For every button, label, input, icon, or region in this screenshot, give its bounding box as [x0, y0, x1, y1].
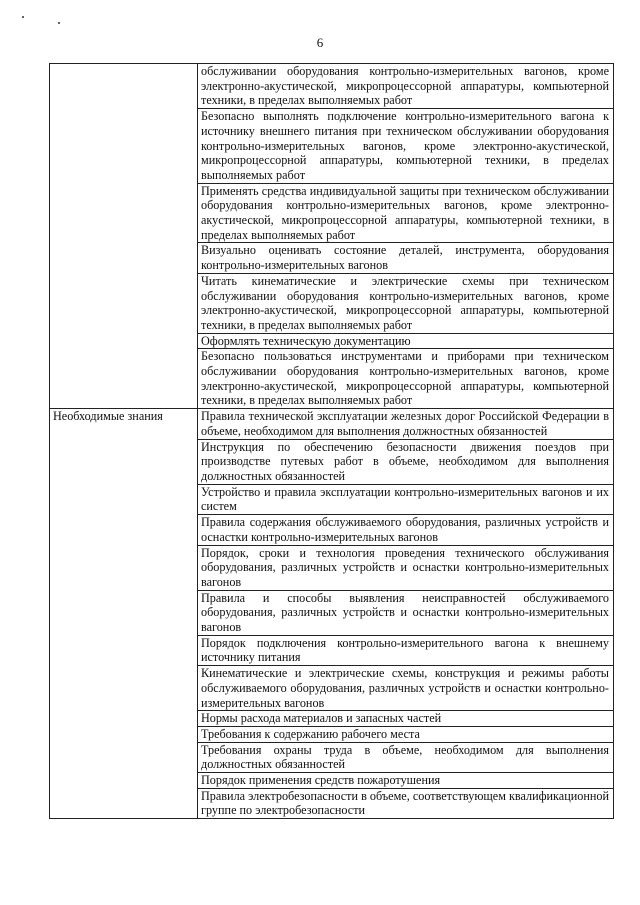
knowledge-item: Правила электробезопасности в объеме, соответствующем квалификационной группе по электробезопасности	[198, 788, 614, 818]
knowledge-item: Требования охраны труда в объеме, необходимом для выполнения должностных обязанностей	[198, 742, 614, 772]
page-number: 6	[316, 35, 324, 50]
knowledge-item: Правила и способы выявления неисправностей обслуживаемого оборудования, различных устройств и оснастки контрольно-измерительных вагонов	[198, 590, 614, 635]
knowledge-item: Требования к содержанию рабочего места	[198, 726, 614, 742]
knowledge-item: Правила содержания обслуживаемого оборудования, различных устройств и оснастки контрольно-измерительных вагонов	[198, 515, 614, 545]
skill-item: Оформлять техническую документацию	[198, 333, 614, 349]
knowledge-item: Порядок применения средств пожаротушения	[198, 773, 614, 789]
skill-item: обслуживании оборудования контрольно-измерительных вагонов, кроме электронно-акустической, микропроцессорной аппаратуры, компьютерной техники, в пределах выполняемых работ	[198, 64, 614, 109]
skill-item: Безопасно пользоваться инструментами и приборами при техническом обслуживании оборудования контрольно-измерительных вагонов, кроме электронно-акустической, микропроцессорной аппаратуры, компьютерной техники, в пределах выполняемых работ	[198, 349, 614, 409]
scan-speck	[58, 22, 60, 24]
scan-speck	[22, 16, 24, 18]
knowledge-item: Правила технической эксплуатации железных дорог Российской Федерации в объеме, необходимом для выполнения должностных обязанностей	[198, 409, 614, 439]
knowledge-item: Порядок подключения контрольно-измерительного вагона к внешнему источнику питания	[198, 635, 614, 665]
knowledge-item: Нормы расхода материалов и запасных частей	[198, 711, 614, 727]
skill-item: Читать кинематические и электрические схемы при техническом обслуживании оборудования контрольно-измерительных вагонов, кроме электронно-акустической, микропроцессорной аппаратуры, компьютерной техники, в пределах выполняемых работ	[198, 273, 614, 333]
table-row	[50, 409, 614, 439]
skill-item: Визуально оценивать состояние деталей, инструмента, оборудования контрольно-измерительных вагонов	[198, 243, 614, 273]
table-row	[50, 64, 614, 109]
knowledge-item: Инструкция по обеспечению безопасности движения поездов при производстве путевых работ в объеме, необходимом для выполнения должностных обязанностей	[198, 439, 614, 484]
knowledge-label: Необходимые знания	[50, 409, 198, 819]
knowledge-item: Кинематические и электрические схемы, конструкция и режимы работы обслуживаемого оборудования, различных устройств и оснастки контрольно-измерительных вагонов	[198, 666, 614, 711]
row-label-empty	[50, 64, 198, 409]
skill-item: Применять средства индивидуальной защиты при техническом обслуживании оборудования контрольно-измерительных вагонов, кроме электронно-акустической, микропроцессорной аппаратуры, компьютерной техники, в пределах выполняемых работ	[198, 183, 614, 243]
skill-item: Безопасно выполнять подключение контрольно-измерительного вагона к источнику внешнего питания при техническом обслуживании оборудования контрольно-измерительных вагонов, кроме электронно-акустической, микропроцессорной аппаратуры, компьютерной техники, в пределах выполняемых работ	[198, 109, 614, 184]
knowledge-item: Устройство и правила эксплуатации контрольно-измерительных вагонов и их систем	[198, 484, 614, 514]
knowledge-item: Порядок, сроки и технология проведения технического обслуживания оборудования, различных устройств и оснастки контрольно-измерительных вагонов	[198, 545, 614, 590]
competency-table	[49, 63, 614, 819]
